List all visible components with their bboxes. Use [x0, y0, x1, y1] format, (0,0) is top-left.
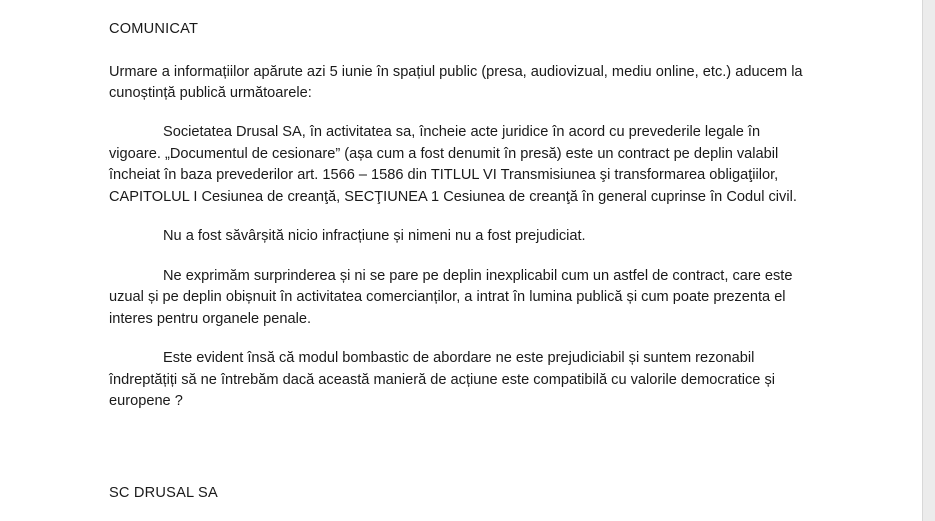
signature: SC DRUSAL SA — [109, 485, 218, 501]
page-edge-divider — [922, 0, 935, 521]
body-paragraph-no-offense: Nu a fost săvârșită nicio infracțiune și nimeni nu a fost prejudiciat. — [163, 228, 586, 244]
body-paragraph-surprise: Ne exprimăm surprinderea și ni se pare pe deplin inexplicabil cum un astfel de contract, care este uzual și pe deplin obișnuit în activitatea comercianților, a intrat în lumina publică și cum poate prezenta el interes pentru organele penale. — [109, 267, 793, 327]
body-paragraph-contract: Societatea Drusal SA, în activitatea sa, încheie acte juridice în acord cu prevederile legale în vigoare. „Documentul de cesionare” (așa cum a fost denumit în presă) este un contract pe deplin valabil încheiat în baza prevederilor art. 1566 – 1586 din TITLUL VI Transmisiunea şi transformarea obligaţiilor, CAPITOLUL I Cesiunea de creanţă, SECŢIUNEA 1 Cesiunea de creanţă în general cuprinse în Codul civil. — [109, 124, 797, 205]
document-heading: COMUNICAT — [109, 21, 199, 37]
body-paragraph-conclusion: Este evident însă că modul bombastic de abordare ne este prejudiciabil și suntem rezonabil îndreptățiți să ne întrebăm dacă această manieră de acțiune este compatibilă cu valorile democratice și europene ? — [109, 350, 775, 409]
document-body — [109, 18, 809, 413]
intro-paragraph: Urmare a informațiilor apărute azi 5 iunie în spațiul public (presa, audiovizual, mediu online, etc.) aducem la cunoștință publică următoarele: — [109, 64, 803, 101]
